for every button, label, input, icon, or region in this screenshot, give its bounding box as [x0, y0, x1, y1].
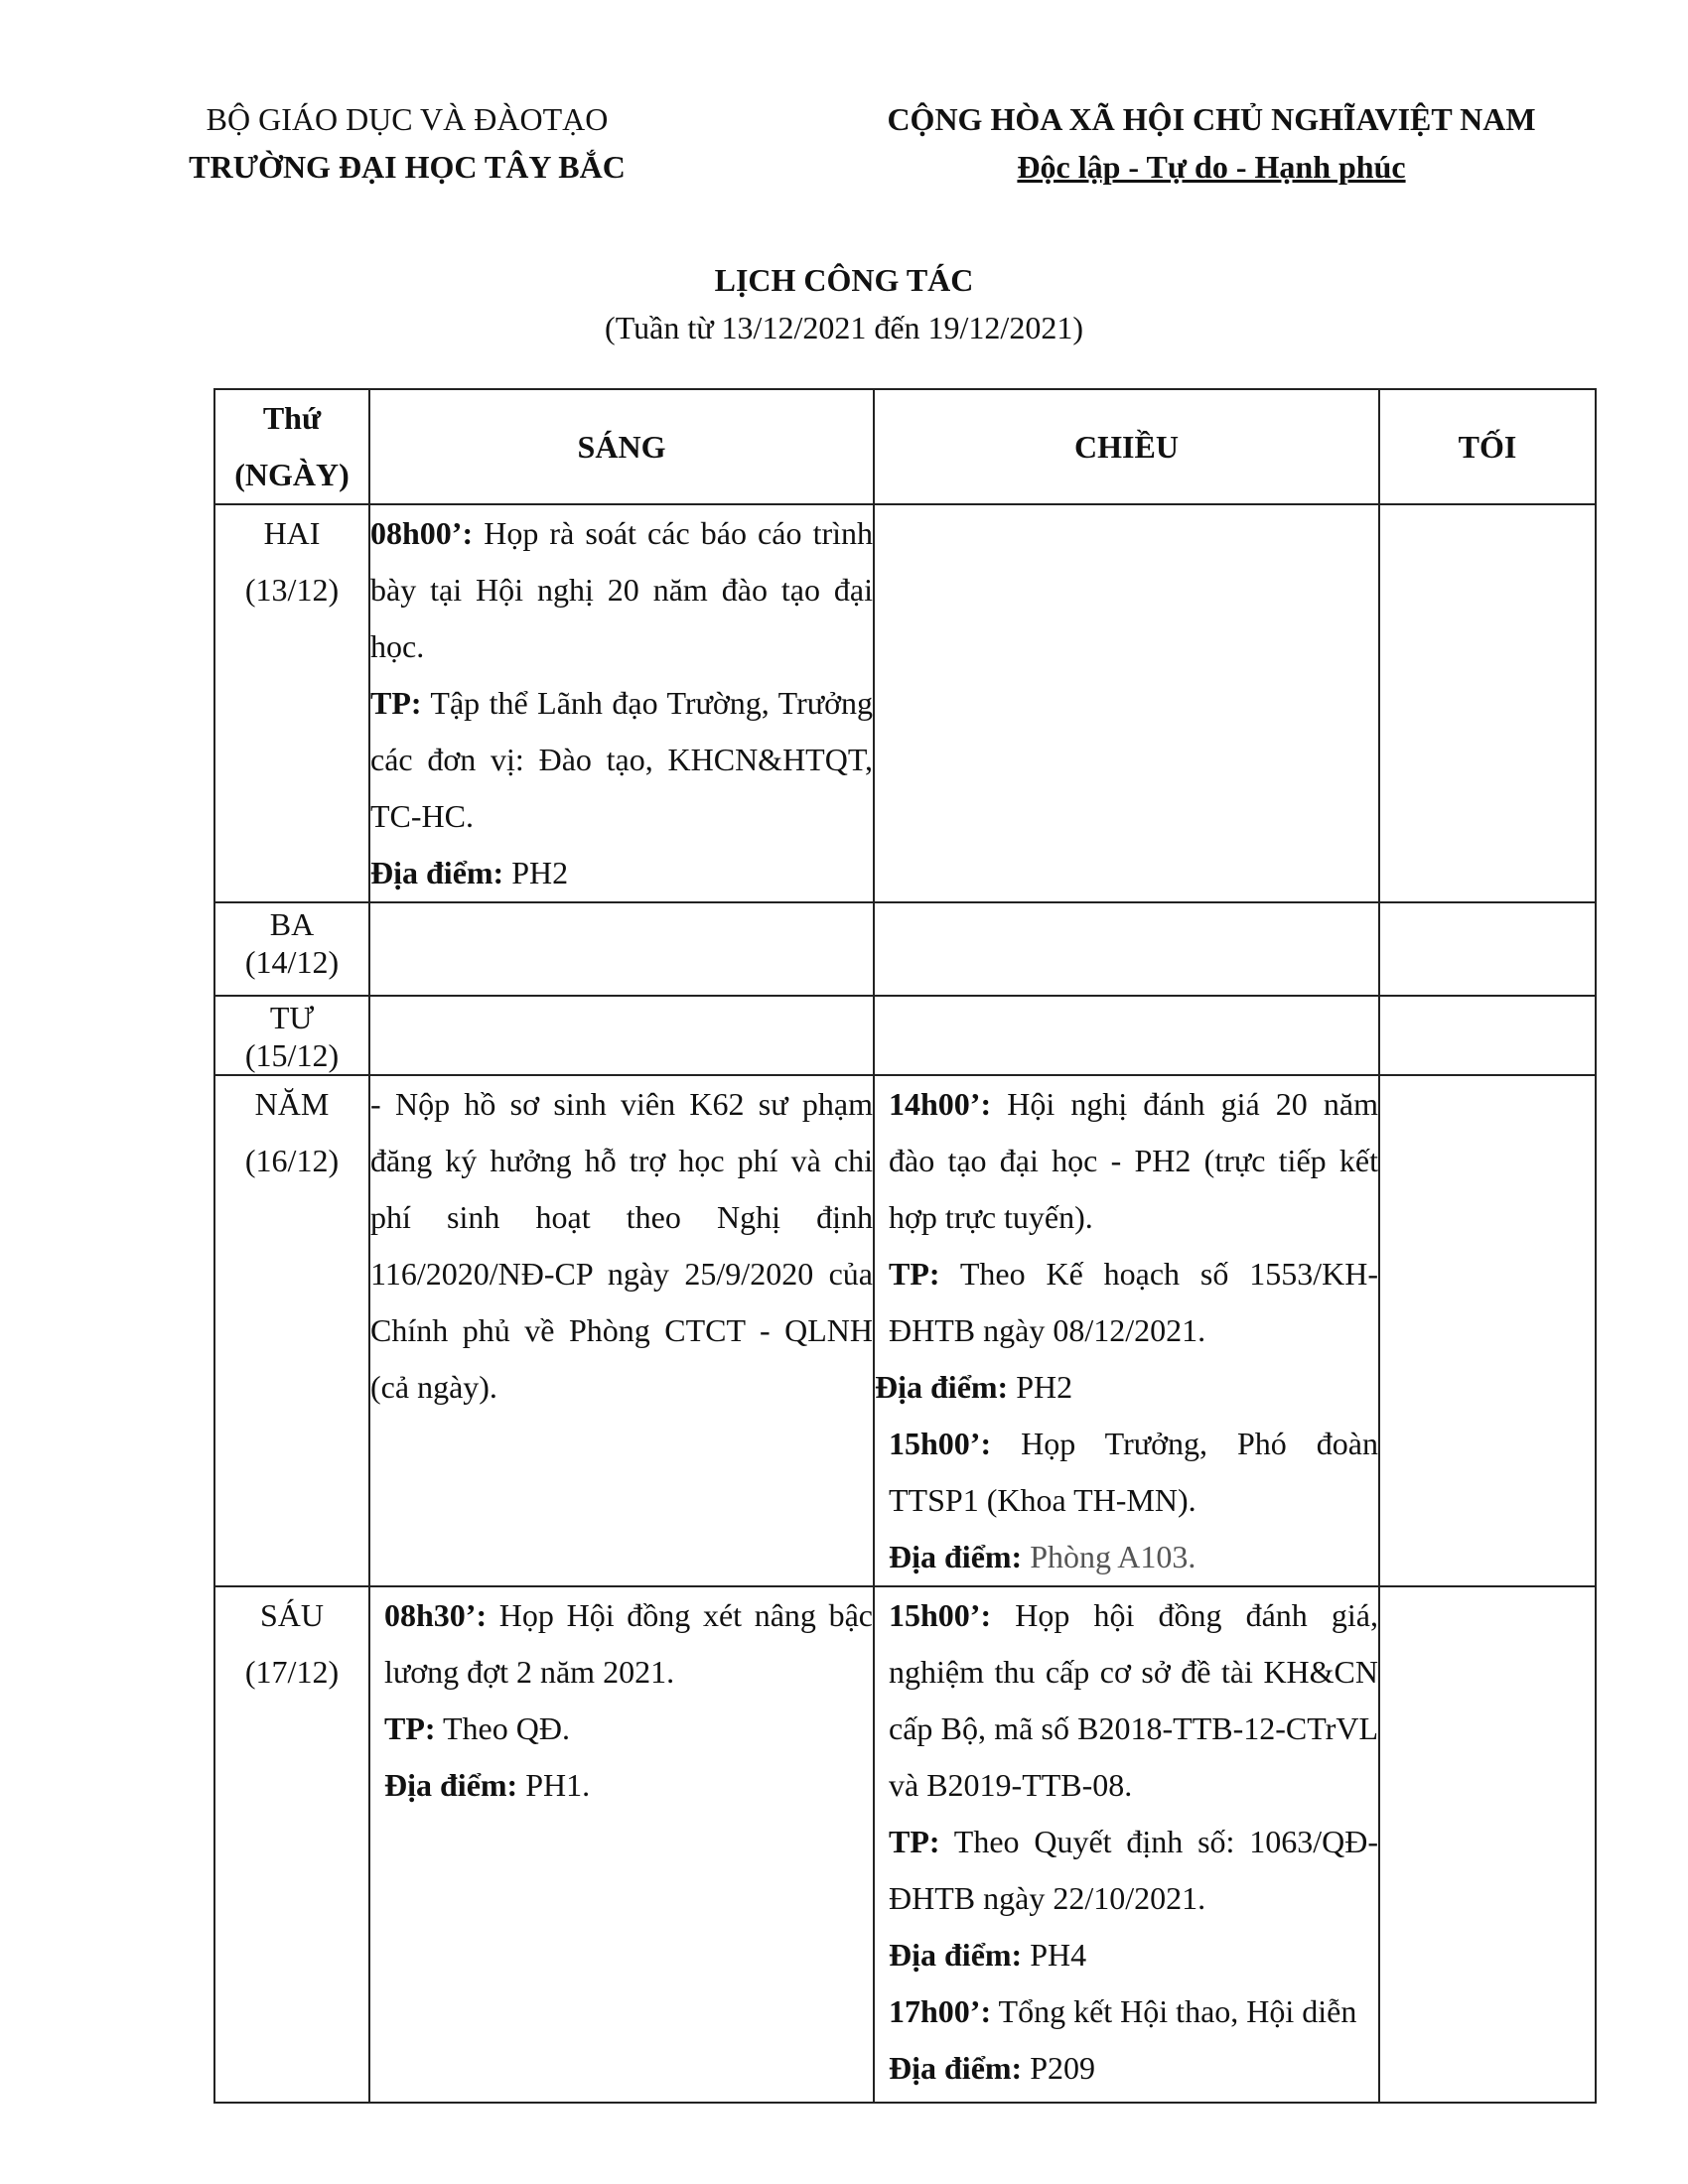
- header-day-line2: (NGÀY): [234, 457, 350, 492]
- location-label: Địa điểm:: [875, 1369, 1009, 1405]
- day-date: (16/12): [244, 1143, 340, 1178]
- morning-cell: [369, 1075, 874, 1586]
- event-time: 15h00’:: [889, 1597, 992, 1633]
- afternoon-cell: [874, 1075, 1379, 1586]
- morning-cell: [369, 504, 874, 902]
- location-label: Địa điểm:: [889, 1539, 1023, 1574]
- country-name: CỘNG HÒA XÃ HỘI CHỦ NGHĨAVIỆT NAM: [887, 101, 1536, 137]
- day-cell: [214, 1075, 369, 1586]
- table-row: [214, 902, 1596, 996]
- participants-label: TP:: [889, 1256, 940, 1292]
- evening-cell: [1379, 1586, 1596, 2103]
- participants-text: Tập thể Lãnh đạo Trường, Trưởng các đơn vị: Đào tạo, KHCN&HTQT, TC-HC.: [370, 685, 873, 834]
- day-name: BA: [269, 906, 315, 942]
- university-name: TRƯỜNG ĐẠI HỌC TÂY BẮC: [189, 149, 626, 185]
- day-date: (17/12): [244, 1654, 340, 1690]
- participants-text: Theo Quyết định số: 1063/QĐ-ĐHTB ngày 22/10/2021.: [889, 1824, 1378, 1916]
- national-motto: Độc lập - Tự do - Hạnh phúc: [1017, 149, 1406, 185]
- location-text: Phòng A103.: [1022, 1539, 1196, 1574]
- morning-cell: [369, 1586, 874, 2103]
- day-name: NĂM: [254, 1086, 330, 1122]
- event-text: - Nộp hồ sơ sinh viên K62 sư phạm đăng ký hưởng hỗ trợ học phí và chi phí sinh hoạt theo Nghị định 116/2020/NĐ-CP ngày 25/9/2020 của Chính phủ về Phòng CTCT - QLNH (cả ngày).: [370, 1086, 873, 1405]
- location-text: PH2: [1008, 1369, 1073, 1405]
- ministry-name: BỘ GIÁO DỤC VÀ ĐÀOTẠO: [206, 101, 609, 137]
- event-text: Hội nghị đánh giá 20 năm đào tạo đại học - PH2 (trực tiếp kết hợp trực tuyến).: [889, 1086, 1378, 1235]
- page-title: LỊCH CÔNG TÁC: [714, 262, 974, 298]
- day-cell: [214, 996, 369, 1075]
- location-text: PH2: [503, 855, 569, 890]
- event-text: Họp Trưởng, Phó đoàn TTSP1 (Khoa TH-MN).: [889, 1426, 1378, 1518]
- participants-label: TP:: [384, 1710, 436, 1746]
- table-row: [214, 1586, 1596, 2103]
- day-name: HAI: [263, 515, 321, 551]
- table-row: [214, 504, 1596, 902]
- evening-cell: [1379, 504, 1596, 902]
- day-date: (15/12): [244, 1037, 340, 1073]
- issuer-block: [149, 95, 665, 191]
- event-text: Tổng kết Hội thao, Hội diễn: [991, 1993, 1357, 2029]
- afternoon-cell: [874, 996, 1379, 1075]
- header-evening: TỐI: [1379, 389, 1596, 504]
- table-row: [214, 996, 1596, 1075]
- header-afternoon: CHIỀU: [874, 389, 1379, 504]
- event-text: Họp hội đồng đánh giá, nghiệm thu cấp cơ sở đề tài KH&CN cấp Bộ, mã số B2018-TTB-12-CTrVL và B2019-TTB-08.: [889, 1597, 1378, 1803]
- event-time: 08h00’:: [370, 515, 474, 551]
- table-header-row: [214, 389, 1596, 504]
- header-day: [214, 389, 369, 504]
- day-date: (14/12): [244, 944, 340, 980]
- evening-cell: [1379, 902, 1596, 996]
- location-label: Địa điểm:: [370, 855, 504, 890]
- event-time: 17h00’:: [889, 1993, 992, 2029]
- day-cell: [214, 1586, 369, 2103]
- event-time: 08h30’:: [384, 1597, 488, 1633]
- location-label: Địa điểm:: [889, 1937, 1023, 1973]
- event-text: Họp rà soát các báo cáo trình bày tại Hội nghị 20 năm đào tạo đại học.: [370, 515, 873, 664]
- afternoon-cell: [874, 1586, 1379, 2103]
- location-text: P209: [1022, 2050, 1095, 2086]
- evening-cell: [1379, 1075, 1596, 1586]
- location-text: PH1.: [517, 1767, 591, 1803]
- event-time: 15h00’:: [889, 1426, 992, 1461]
- morning-cell: [369, 902, 874, 996]
- afternoon-cell: [874, 504, 1379, 902]
- header-morning: SÁNG: [369, 389, 874, 504]
- afternoon-cell: [874, 902, 1379, 996]
- event-text: Họp Hội đồng xét nâng bậc lương đợt 2 năm 2021.: [384, 1597, 873, 1690]
- location-text: PH4: [1022, 1937, 1087, 1973]
- location-label: Địa điểm:: [889, 2050, 1023, 2086]
- page-subtitle: (Tuần từ 13/12/2021 đến 19/12/2021): [605, 310, 1083, 345]
- header-day-line1: Thứ: [262, 400, 322, 436]
- day-name: TƯ: [269, 1000, 315, 1035]
- day-name: SÁU: [259, 1597, 324, 1633]
- morning-cell: [369, 996, 874, 1075]
- day-cell: [214, 504, 369, 902]
- participants-text: Theo QĐ.: [435, 1710, 570, 1746]
- location-label: Địa điểm:: [384, 1767, 518, 1803]
- day-cell: [214, 902, 369, 996]
- national-block: [834, 95, 1589, 191]
- day-date: (13/12): [244, 572, 340, 608]
- schedule-table: [213, 388, 1597, 2104]
- table-row: [214, 1075, 1596, 1586]
- participants-label: TP:: [370, 685, 422, 721]
- participants-text: Theo Kế hoạch số 1553/KH-ĐHTB ngày 08/12/2021.: [889, 1256, 1378, 1348]
- evening-cell: [1379, 996, 1596, 1075]
- participants-label: TP:: [889, 1824, 940, 1859]
- event-time: 14h00’:: [889, 1086, 992, 1122]
